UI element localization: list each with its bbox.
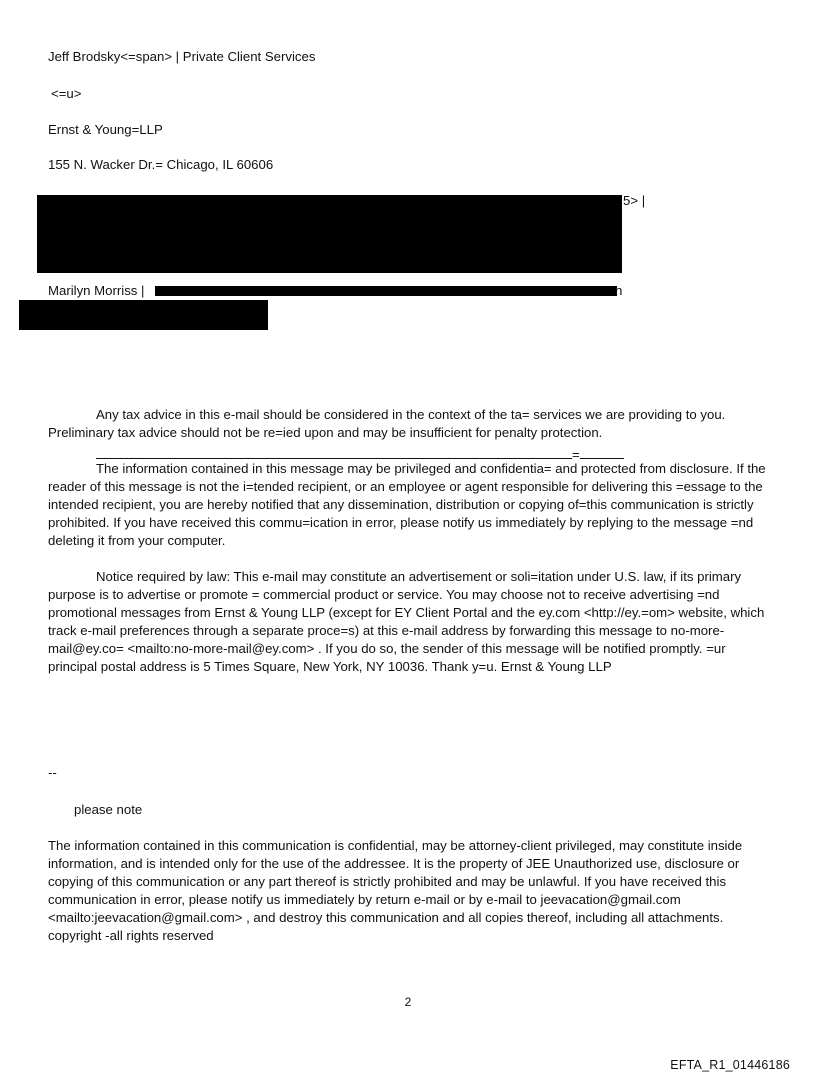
redaction-block-large (37, 195, 622, 273)
firm-address: 155 N. Wacker Dr.= Chicago, IL 60606 (48, 157, 274, 172)
separator-line-short (580, 446, 624, 459)
html-artifact-line: <=u> (51, 86, 82, 101)
second-contact-partial: n (615, 283, 623, 298)
confidentiality-notice (48, 460, 773, 550)
footer-disclaimer-text: The information contained in this communication is confidential, may be attorney-client privileged, may constitute inside information, and is intended only for the use of the addressee. It is the property of JEE Unauthorized use, disclosure or copying of this communication or any part thereof is strictly prohibited and may be unlawful. If you have received this communication in error, please notify us immediately by return e-mail or by e-mail to jeevacation@gmail.com <mailto:jeevacation@gmail.com> , and destroy this communication and all copies thereof, including all attachments. copyright -all rights reserved (48, 838, 743, 943)
sender-name-line: Jeff Brodsky<=span> | Private Client Services (48, 49, 316, 64)
firm-name: Ernst & Young=LLP (48, 122, 163, 137)
legal-notice (48, 568, 773, 676)
footer-disclaimer (48, 837, 773, 945)
legal-notice-text: Notice required by law: This e-mail may constitute an advertisement or soli=itation under U.S. law, if its primary purpose is to advertise or promote = commercial product or service. You may choose not to receive advertising =nd promotional messages from Ernst & Young LLP (except for EY Client Portal and the ey.com <http://ey.=om> website, which track e-mail preferences through a separate proce=s) at this e-mail address by forwarding this message to no-more-mail@ey.co= <mailto:no-more-mail@ey.com> . If you do so, the sender of this message will be notified promptly. =ur principal postal address is 5 Times Square, New York, NY 10036. Thank y=u. Ernst & Young LLP (48, 569, 765, 674)
redaction-block-small (19, 300, 268, 330)
second-contact-name: Marilyn Morriss | (48, 283, 145, 298)
bates-number: EFTA_R1_01446186 (670, 1058, 790, 1072)
confidentiality-text: The information contained in this message may be privileged and confidentia= and protected from disclosure. If the reader of this message is not the i=tended recipient, or an employee or agent responsible for delivering this =essage to the intended recipient, you are hereby notified that any dissemination, distribution or copying of=this communication is strictly prohibited. If you have received this commu=ication in error, please notify us immediately by replying to the message =nd deleting it from your computer. (48, 461, 766, 548)
please-note-label: please note (74, 802, 143, 817)
separator-mark: = (572, 447, 580, 462)
separator-line (96, 446, 572, 459)
signature-separator: -- (48, 765, 57, 780)
redacted-tail-text: 5> | (623, 193, 646, 208)
redaction-inline-bar (155, 286, 617, 296)
tax-advice-notice (48, 406, 773, 442)
page-number: 2 (404, 995, 412, 1009)
tax-advice-text: Any tax advice in this e-mail should be considered in the context of the ta= services we are providing to you. Preliminary tax advice should not be re=ied upon and may be insufficient for penalty protection. (48, 407, 726, 440)
